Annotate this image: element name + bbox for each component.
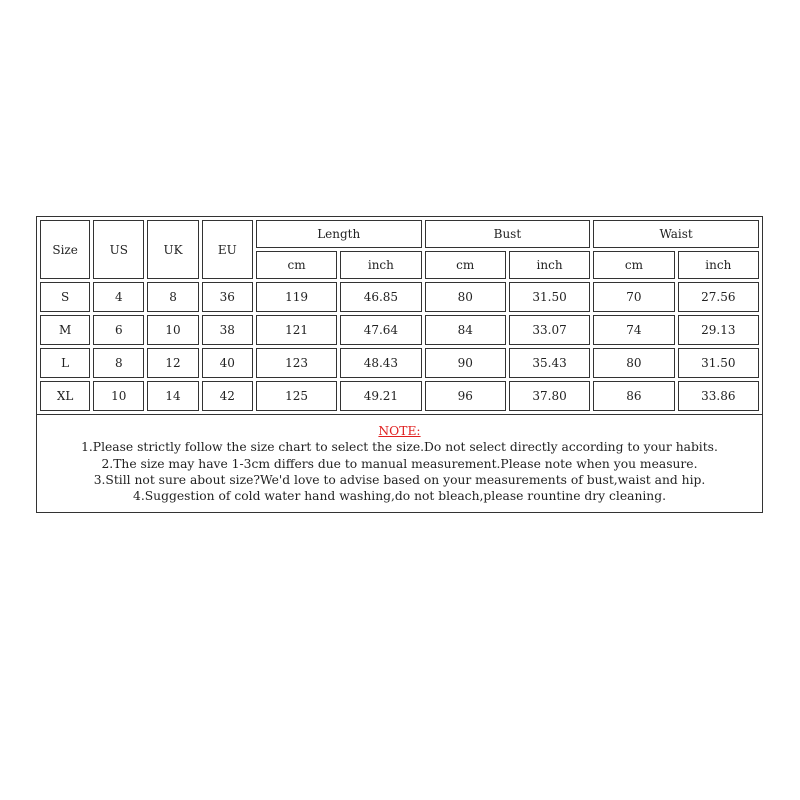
note-line: 2.The size may have 1-3cm differs due to manual measurement.Please note when you measure.	[101, 456, 698, 471]
note-title: NOTE:	[378, 424, 421, 438]
cell-uk: 12	[147, 348, 198, 378]
cell-eu: 36	[202, 282, 253, 312]
note-line: 1.Please strictly follow the size chart to select the size.Do not select directly according to your habits.	[81, 440, 718, 455]
cell-waist-in: 31.50	[678, 348, 759, 378]
cell-waist-in: 27.56	[678, 282, 759, 312]
cell-length-cm: 121	[256, 315, 337, 345]
cell-length-cm: 125	[256, 381, 337, 411]
cell-bust-in: 31.50	[509, 282, 590, 312]
note-box	[36, 414, 763, 513]
header-uk: UK	[147, 220, 198, 279]
header-row-1	[40, 220, 759, 248]
table-row	[40, 348, 759, 378]
header-waist-inch: inch	[678, 251, 759, 279]
cell-size: XL	[40, 381, 90, 411]
header-length-cm: cm	[256, 251, 337, 279]
table-row	[40, 381, 759, 411]
cell-bust-cm: 80	[425, 282, 506, 312]
cell-waist-cm: 70	[593, 282, 674, 312]
header-size: Size	[40, 220, 90, 279]
header-length: Length	[256, 220, 422, 248]
cell-bust-in: 33.07	[509, 315, 590, 345]
cell-waist-in: 29.13	[678, 315, 759, 345]
cell-size: M	[40, 315, 90, 345]
header-bust: Bust	[425, 220, 591, 248]
note-line: 3.Still not sure about size?We'd love to advise based on your measurements of bust,waist and hip.	[93, 472, 706, 487]
table-row	[40, 282, 759, 312]
header-bust-inch: inch	[509, 251, 590, 279]
cell-us: 6	[93, 315, 144, 345]
cell-bust-cm: 96	[425, 381, 506, 411]
cell-length-cm: 119	[256, 282, 337, 312]
cell-bust-in: 37.80	[509, 381, 590, 411]
cell-us: 10	[93, 381, 144, 411]
note-line: 4.Suggestion of cold water hand washing,do not bleach,please rountine dry cleaning.	[133, 489, 666, 504]
header-bust-cm: cm	[425, 251, 506, 279]
header-eu: EU	[202, 220, 253, 279]
cell-uk: 14	[147, 381, 198, 411]
header-length-inch: inch	[340, 251, 421, 279]
table-row	[40, 315, 759, 345]
cell-length-in: 49.21	[340, 381, 421, 411]
cell-eu: 42	[202, 381, 253, 411]
cell-uk: 8	[147, 282, 198, 312]
cell-bust-cm: 90	[425, 348, 506, 378]
size-table	[36, 216, 763, 415]
header-waist-cm: cm	[593, 251, 674, 279]
cell-us: 4	[93, 282, 144, 312]
cell-length-in: 48.43	[340, 348, 421, 378]
cell-waist-cm: 74	[593, 315, 674, 345]
header-waist: Waist	[593, 220, 759, 248]
size-chart	[36, 216, 763, 514]
cell-eu: 40	[202, 348, 253, 378]
cell-eu: 38	[202, 315, 253, 345]
cell-uk: 10	[147, 315, 198, 345]
cell-waist-in: 33.86	[678, 381, 759, 411]
cell-length-in: 46.85	[340, 282, 421, 312]
cell-bust-in: 35.43	[509, 348, 590, 378]
cell-length-cm: 123	[256, 348, 337, 378]
cell-length-in: 47.64	[340, 315, 421, 345]
header-us: US	[93, 220, 144, 279]
cell-waist-cm: 80	[593, 348, 674, 378]
cell-bust-cm: 84	[425, 315, 506, 345]
cell-size: S	[40, 282, 90, 312]
cell-waist-cm: 86	[593, 381, 674, 411]
cell-size: L	[40, 348, 90, 378]
cell-us: 8	[93, 348, 144, 378]
